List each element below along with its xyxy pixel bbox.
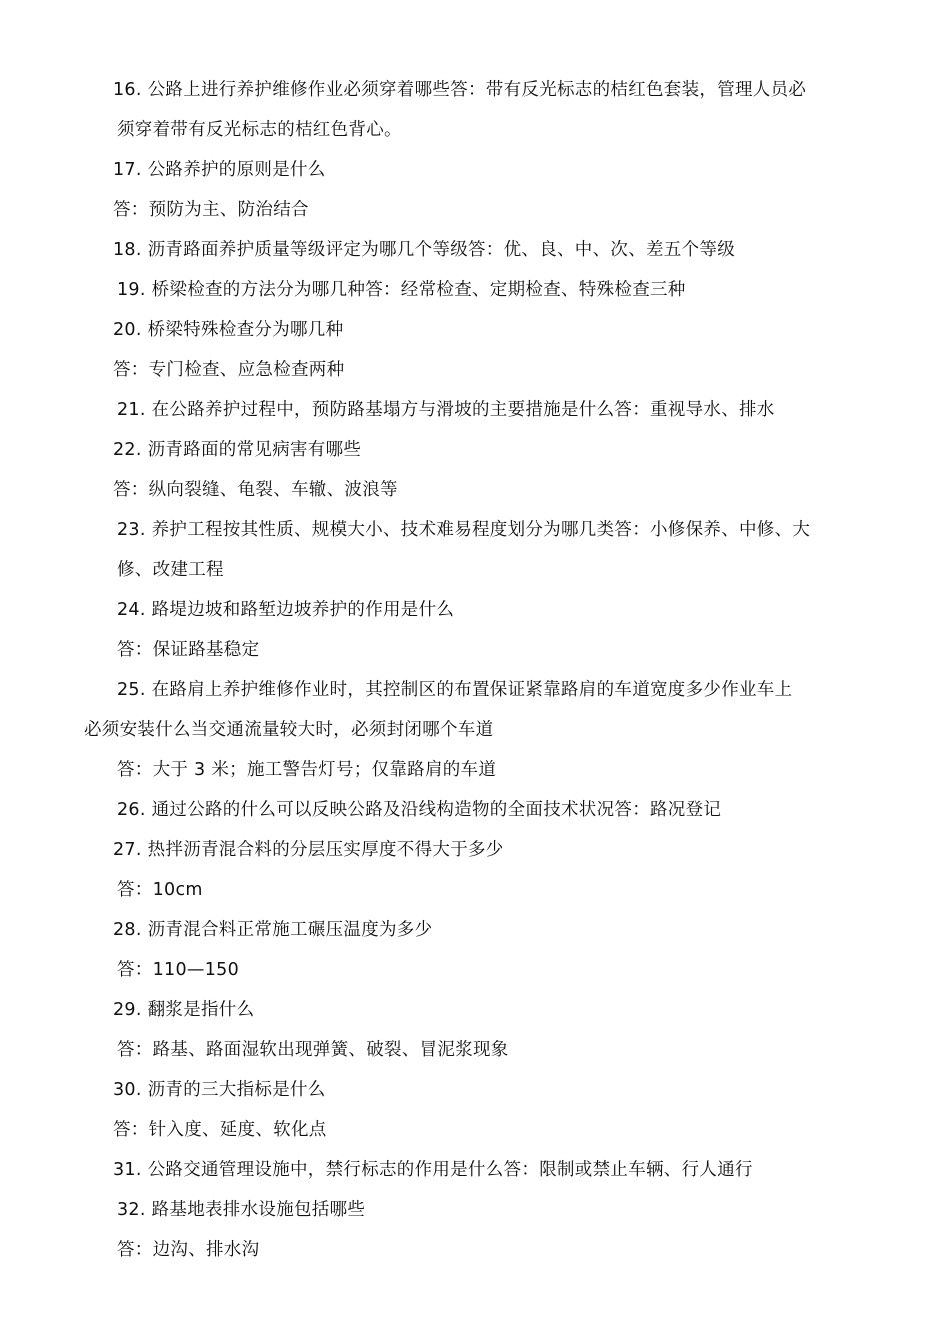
- question-31: 31. 公路交通管理设施中，禁行标志的作用是什么答：限制或禁止车辆、行人通行: [113, 1160, 753, 1180]
- answer-27: 答：10cm: [117, 880, 203, 900]
- question-23-line-2: 修、改建工程: [117, 560, 224, 580]
- answer-25: 答：大于 3 米；施工警告灯号；仅靠路肩的车道: [117, 760, 497, 780]
- question-21: 21. 在公路养护过程中，预防路基塌方与滑坡的主要措施是什么答：重视导水、排水: [117, 400, 775, 420]
- question-29: 29. 翻浆是指什么: [113, 1000, 255, 1020]
- answer-29: 答：路基、路面湿软出现弹簧、破裂、冒泥浆现象: [117, 1040, 509, 1060]
- question-19: 19. 桥梁检查的方法分为哪几种答：经常检查、定期检查、特殊检查三种: [117, 280, 686, 300]
- question-27: 27. 热拌沥青混合料的分层压实厚度不得大于多少: [113, 840, 504, 860]
- question-25-line-2: 必须安装什么当交通流量较大时，必须封闭哪个车道: [84, 720, 494, 740]
- question-28: 28. 沥青混合料正常施工碾压温度为多少: [113, 920, 433, 940]
- question-24: 24. 路堤边坡和路堑边坡养护的作用是什么: [117, 600, 455, 620]
- question-18: 18. 沥青路面养护质量等级评定为哪几个等级答：优、良、中、次、差五个等级: [113, 240, 735, 260]
- answer-22: 答：纵向裂缝、龟裂、车辙、波浪等: [113, 480, 398, 500]
- question-20: 20. 桥梁特殊检查分为哪几种: [113, 320, 344, 340]
- question-25-line-1: 25. 在路肩上养护维修作业时，其控制区的布置保证紧靠路肩的车道宽度多少作业车上: [117, 680, 793, 700]
- question-16-line-2: 须穿着带有反光标志的桔红色背心。: [117, 120, 402, 140]
- question-23-line-1: 23. 养护工程按其性质、规模大小、技术难易程度划分为哪几类答：小修保养、中修、大: [117, 520, 811, 540]
- answer-24: 答：保证路基稳定: [117, 640, 260, 660]
- answer-32: 答：边沟、排水沟: [117, 1240, 260, 1260]
- question-17: 17. 公路养护的原则是什么: [113, 160, 326, 180]
- answer-17: 答：预防为主、防治结合: [113, 200, 309, 220]
- answer-30: 答：针入度、延度、软化点: [113, 1120, 327, 1140]
- question-16-line-1: 16. 公路上进行养护维修作业必须穿着哪些答：带有反光标志的桔红色套装，管理人员必: [113, 80, 807, 100]
- question-26: 26. 通过公路的什么可以反映公路及沿线构造物的全面技术状况答：路况登记: [117, 800, 722, 820]
- question-32: 32. 路基地表排水设施包括哪些: [117, 1200, 366, 1220]
- question-22: 22. 沥青路面的常见病害有哪些: [113, 440, 362, 460]
- question-30: 30. 沥青的三大指标是什么: [113, 1080, 326, 1100]
- answer-20: 答：专门检查、应急检查两种: [113, 360, 345, 380]
- answer-28: 答：110—150: [117, 960, 240, 980]
